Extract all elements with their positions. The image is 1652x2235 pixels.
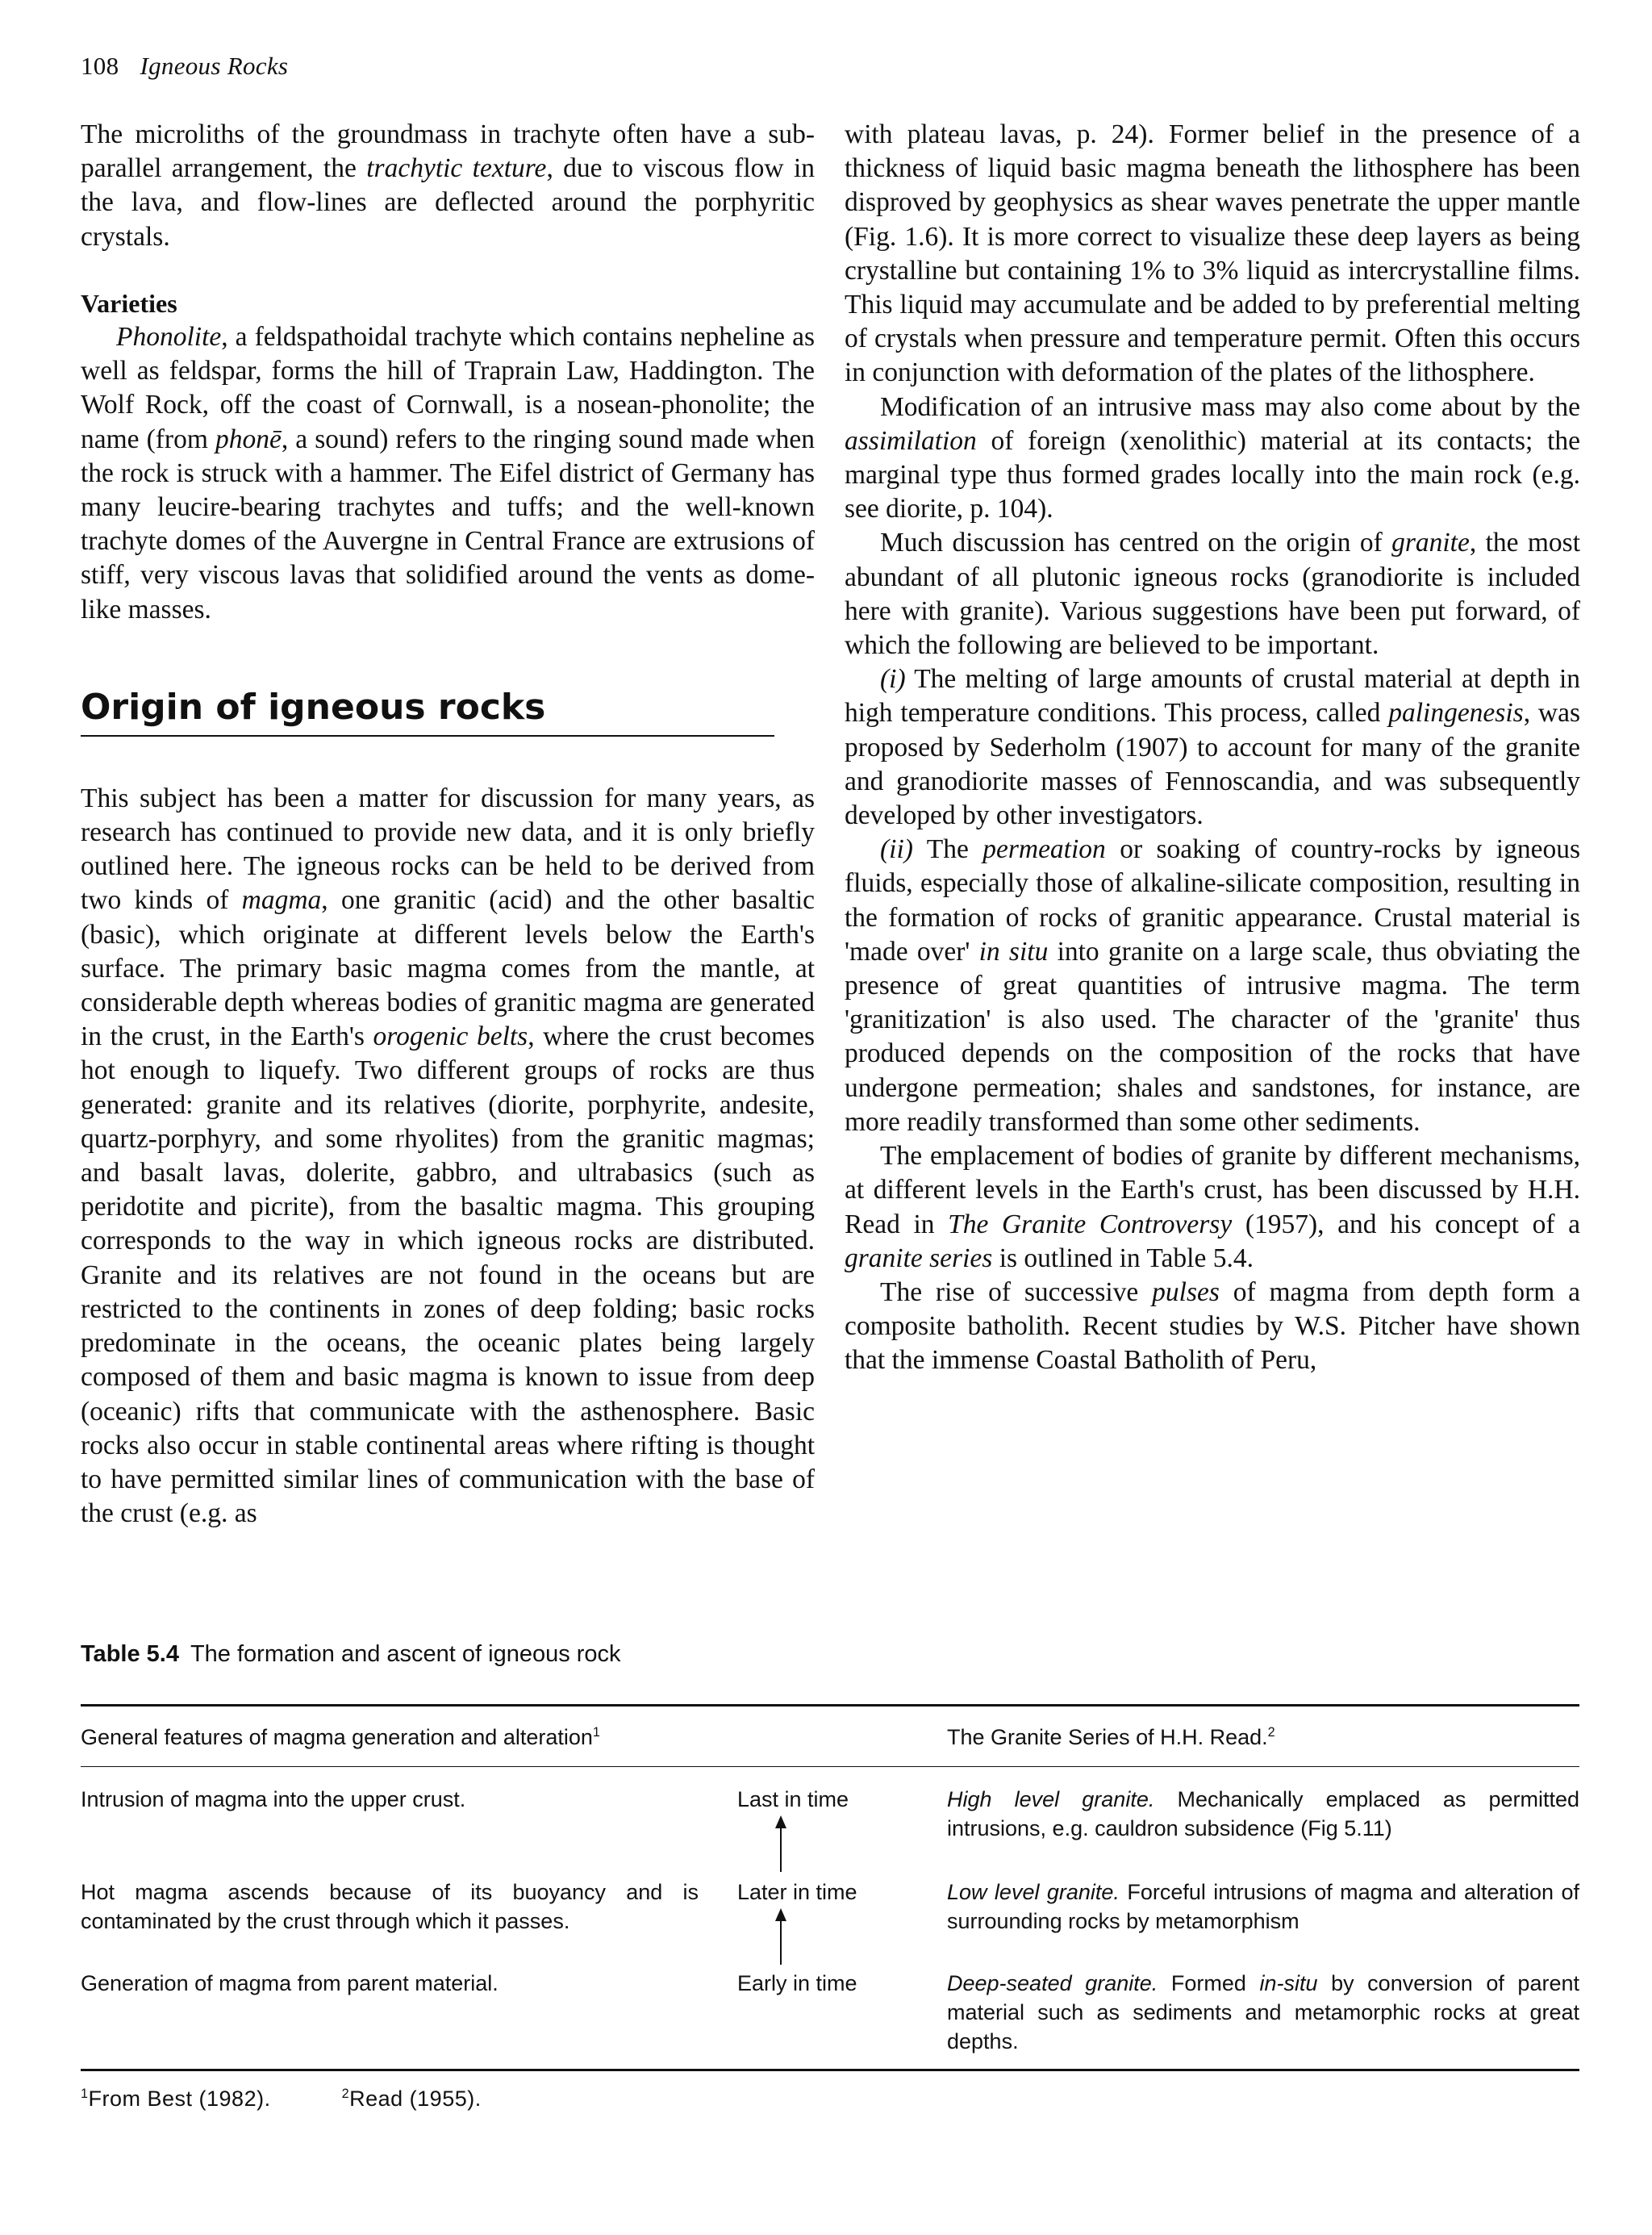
paragraph: Modification of an intrusive mass may also come about by the assimilation of foreign (xenolithic) material at its contacts; the marginal type thus formed grades locally into the main rock (e.g. see diorite, p. 104). <box>845 391 1580 524</box>
running-title: Igneous Rocks <box>140 52 289 80</box>
table-cell-feature: Hot magma ascends because of its buoyancy and is contaminated by the crust through which it passes. <box>81 1880 699 1933</box>
table-row <box>81 1969 1579 2056</box>
footnotes <box>81 2087 546 2112</box>
table-cell-feature: Generation of magma from parent material. <box>81 1971 499 1995</box>
table-cell-series: High level granite. Mechanically emplaced as permitted intrusions, e.g. cauldron subsidence (Fig 5.11) <box>947 1787 1579 1840</box>
footnote-2: $^2$Read (1955). <box>341 2087 482 2111</box>
table-cell-feature: Intrusion of magma into the upper crust. <box>81 1787 466 1811</box>
table-cell-time: Last in time <box>737 1787 849 1811</box>
table-cell-series: Low level granite. Forceful intrusions of magma and alteration of surrounding rocks by metamorphism <box>947 1880 1579 1933</box>
table-cell-time: Early in time <box>737 1971 857 1995</box>
table-header-col3: The Granite Series of H.H. Read.$^2$ <box>947 1725 1275 1749</box>
page-header <box>81 52 288 81</box>
footnote-1: $^1$From Best (1982). <box>81 2087 271 2111</box>
table-label: Table 5.4 <box>81 1641 179 1667</box>
table-caption-text: The formation and ascent of igneous rock <box>190 1641 621 1667</box>
subheading-varieties: Varieties <box>81 288 177 318</box>
up-arrow-icon <box>779 1815 782 1872</box>
paragraph: Much discussion has centred on the origin of granite, the most abundant of all plutonic igneous rocks (granodiorite is included here with granite). Various suggestions have been put forward, of which the following are believed to be important. <box>845 528 1580 661</box>
paragraph: with plateau lavas, p. 24). Former belief in the presence of a thickness of liquid basic magma beneath the lithosphere has been disproved by geophysics as shear waves penetrate the upper mantle (Fig. 1.6). It is more correct to visualize these deep layers as being crystalline but containing 1% to 3% liquid as intercrystalline films. This liquid may accumulate and be added to by preferential melting of crystals when pressure and temperature permit. Often this occurs in conjunction with deformation of the plates of the lithosphere. <box>845 119 1580 388</box>
paragraph: The rise of successive pulses of magma from depth form a composite batholith. Recent studies by W.S. Pitcher have shown that the immense Coastal Batholith of Peru, <box>845 1276 1580 1376</box>
paragraph: The emplacement of bodies of granite by different mechanisms, at different levels in the Earth's crust, has been discussed by H.H. Read in The Granite Controversy (1957), and his concept of a granite series is outlined in Table 5.4. <box>845 1141 1580 1273</box>
paragraph: This subject has been a matter for discussion for many years, as research has continued to provide new data, and it is only briefly outlined here. The igneous rocks can be held to be derived from two kinds of magma, one granitic (acid) and the other basaltic (basic), which originate at different levels below the Earth's surface. The primary basic magma comes from the mantle, at considerable depth whereas bodies of granitic magma are generated in the crust, in the Earth's orogenic belts, where the crust becomes hot enough to liquefy. Two different groups of rocks are thus generated: granite and its relatives (diorite, porphyrite, andesite, quartz-porphyry, and some rhyolites) from the granitic magmas; and basalt lavas, dolerite, gabbro, and ultrabasics (such as peridotite and picrite), from the basaltic magma. This grouping corresponds to the way in which igneous rocks are distributed. Granite and its relatives are not found in the oceans but are restricted to the continents in zones of deep folding; basic rocks predominate in the oceans, the oceanic plates being largely composed of them and basic magma is known to issue from deep (oceanic) rifts that communicate with the asthenosphere. Basic rocks also occur in stable continental areas where rifting is thought to have permitted similar lines of communication with the base of the crust (e.g. as <box>81 783 816 1529</box>
table-header-col1: General features of magma generation and alteration$^1$ <box>81 1725 600 1749</box>
table-caption <box>81 1640 1579 1669</box>
table-cell-time: Later in time <box>737 1880 857 1904</box>
paragraph: (i) The melting of large amounts of crustal material at depth in high temperature conditions. This process, called palingenesis, was proposed by Sederholm (1907) to account for many of the granite and granodiorite masses of Fennoscandia, and was subsequently developed by other investigators. <box>845 664 1580 831</box>
paragraph: (ii) The permeation or soaking of country-rocks by igneous fluids, especially those of alkaline-silicate composition, resulting in the formation of rocks of granitic appearance. Crustal material is 'made over' in situ into granite on a large scale, thus obviating the presence of great quantities of intrusive magma. The term 'granitization' is also used. The character of the 'granite' thus produced depends on the composition of the rocks that have undergone permeation; shales and sandstones, for instance, are more readily transformed than some other sediments. <box>845 834 1580 1137</box>
table-header <box>81 1707 1579 1766</box>
table-body <box>81 1767 1579 2069</box>
table-row <box>81 1785 1579 1878</box>
table-row <box>81 1878 1579 1969</box>
paragraph: Phonolite, a feldspathoidal trachyte which contains nepheline as well as feldspar, forms the hill of Traprain Law, Haddington. The Wolf Rock, off the coast of Cornwall, is a nosean-phonolite; the name (from phonē, a sound) refers to the ringing sound made when the rock is struck with a hammer. The Eifel district of Germany has many leucire-bearing trachytes and tuffs; and the well-known trachyte domes of the Auvergne in Central France are extrusions of stiff, very viscous lavas that solidified around the vents as dome-like masses. <box>81 322 815 625</box>
up-arrow-icon <box>779 1908 782 1965</box>
paragraph: The microliths of the groundmass in trachyte often have a sub-parallel arrangement, the trachytic texture, due to viscous flow in the lava, and flow-lines are deflected around the porphyritic crystals. <box>81 119 816 252</box>
page-number: 108 <box>81 52 119 80</box>
section-heading: Origin of igneous rocks <box>81 683 774 737</box>
right-column <box>845 118 1580 1378</box>
table-cell-series: Deep-seated granite. Formed in-situ by conversion of parent material such as sediments and metamorphic rocks at great depths. <box>947 1971 1579 2053</box>
table-5-4 <box>81 1640 1579 2071</box>
left-column <box>81 118 815 1531</box>
